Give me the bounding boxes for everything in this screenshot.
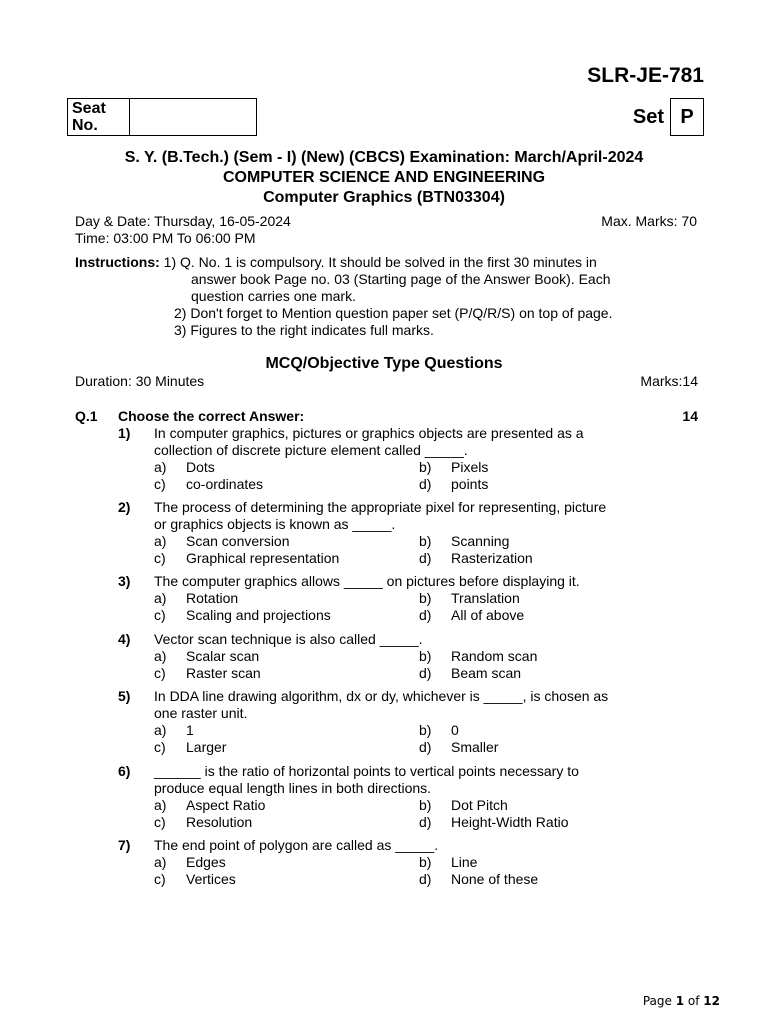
mcq-number: 4) (118, 631, 131, 647)
section-title: MCQ/Objective Type Questions (265, 355, 503, 372)
question-1-text: Choose the correct Answer: (118, 408, 305, 424)
mcq-options (154, 533, 678, 567)
duration-marks-row (75, 373, 698, 389)
mcq-item (118, 573, 678, 624)
option-d: d) Beam scan (419, 665, 522, 681)
question-1-number: Q.1 (75, 408, 98, 424)
option-a: a) Dots (154, 459, 215, 475)
seat-label-line-2: No. (72, 117, 98, 134)
duration: Duration: 30 Minutes (75, 373, 205, 389)
option-c: c) Vertices (154, 871, 236, 887)
option-b: b) Dot Pitch (419, 797, 508, 813)
option-d: d) All of above (419, 607, 525, 623)
page-number: Page 1 of 12 (642, 994, 720, 1008)
option-c: c) Scaling and projections (154, 607, 331, 623)
instructions-block (75, 254, 695, 339)
instruction-1-cont-2: question carries one mark. (191, 288, 356, 304)
set-indicator (633, 98, 704, 136)
department-title: COMPUTER SCIENCE AND ENGINEERING (222, 169, 546, 186)
seat-label-line-1: Seat (72, 100, 106, 117)
option-a: a) Aspect Ratio (154, 797, 266, 813)
option-c: c) Resolution (154, 814, 253, 830)
option-b: b) Pixels (419, 459, 489, 475)
paper-code: SLR-JE-781 (587, 64, 704, 87)
mcq-number: 1) (118, 425, 131, 441)
instruction-3: 3) Figures to the right indicates full marks. (174, 322, 434, 338)
seat-number-box (67, 98, 257, 136)
option-b: b) Random scan (419, 648, 538, 664)
mcq-item (118, 688, 678, 756)
instruction-2: 2) Don't forget to Mention question paper set (P/Q/R/S) on top of page. (174, 305, 613, 321)
option-d: d) Height-Width Ratio (419, 814, 569, 830)
set-label: Set (632, 105, 664, 128)
mcq-text: In DDA line drawing algorithm, dx or dy, whichever is _____, is chosen as (154, 688, 609, 704)
option-c: c) Raster scan (154, 665, 261, 681)
mcq-text: Vector scan technique is also called _____. (154, 631, 423, 647)
mcq-options (154, 797, 678, 831)
mcq-options (154, 648, 678, 682)
mcq-text-cont: one raster unit. (154, 705, 248, 721)
set-value-box: P (670, 98, 704, 136)
max-marks: Max. Marks: 70 (601, 213, 697, 229)
instruction-1: 1) Q. No. 1 is compulsory. It should be solved in the first 30 minutes in (163, 254, 597, 270)
section-marks: Marks:14 (640, 373, 698, 389)
option-c: c) Graphical representation (154, 550, 340, 566)
mcq-number: 6) (118, 763, 131, 779)
mcq-number: 5) (118, 688, 131, 704)
mcq-text-cont: or graphics objects is known as _____. (154, 516, 396, 532)
option-d: d) points (419, 476, 489, 492)
option-b: b) Scanning (419, 533, 510, 549)
mcq-text: In computer graphics, pictures or graphics objects are presented as a (154, 425, 584, 441)
mcq-number: 3) (118, 573, 131, 589)
mcq-options (154, 854, 678, 888)
option-a: a) Rotation (154, 590, 239, 606)
exam-title-block (0, 148, 768, 208)
mcq-item (118, 763, 678, 831)
mcq-item (118, 631, 678, 682)
mcq-text-cont: produce equal length lines in both directions. (154, 780, 432, 796)
instructions-label: Instructions: (75, 254, 160, 270)
seat-number-label (68, 99, 130, 135)
exam-title: S. Y. (B.Tech.) (Sem - I) (New) (CBCS) Examination: March/April-2024 (124, 149, 644, 166)
option-a: a) Scalar scan (154, 648, 260, 664)
mcq-number: 2) (118, 499, 131, 515)
time-row (75, 230, 697, 246)
option-b: b) Line (419, 854, 478, 870)
mcq-options (154, 590, 678, 624)
mcq-text: ______ is the ratio of horizontal points to vertical points necessary to (154, 763, 579, 779)
option-d: d) None of these (419, 871, 539, 887)
mcq-item (118, 425, 678, 493)
mcq-item (118, 837, 678, 888)
mcq-options (154, 722, 678, 756)
mcq-item (118, 499, 678, 567)
option-c: c) Larger (154, 739, 227, 755)
option-d: d) Rasterization (419, 550, 533, 566)
option-d: d) Smaller (419, 739, 499, 755)
option-a: a) Edges (154, 854, 226, 870)
day-date: Day & Date: Thursday, 16-05-2024 (75, 213, 291, 229)
mcq-text: The computer graphics allows _____ on pictures before displaying it. (154, 573, 580, 589)
instruction-1-cont: answer book Page no. 03 (Starting page of the Answer Book). Each (191, 271, 611, 287)
mcq-options (154, 459, 678, 493)
mcq-text: The end point of polygon are called as _____. (154, 837, 439, 853)
exam-time: Time: 03:00 PM To 06:00 PM (75, 230, 256, 246)
question-1-marks: 14 (682, 408, 698, 424)
option-c: c) co-ordinates (154, 476, 264, 492)
mcq-text-cont: collection of discrete picture element called _____. (154, 442, 468, 458)
option-b: b) Translation (419, 590, 520, 606)
mcq-text: The process of determining the appropriate pixel for representing, picture (154, 499, 607, 515)
date-marks-row (75, 213, 697, 229)
mcq-number: 7) (118, 837, 131, 853)
subject-title: Computer Graphics (BTN03304) (263, 189, 505, 206)
option-a: a) 1 (154, 722, 194, 738)
seat-number-field (130, 99, 256, 135)
option-b: b) 0 (419, 722, 459, 738)
option-a: a) Scan conversion (154, 533, 290, 549)
